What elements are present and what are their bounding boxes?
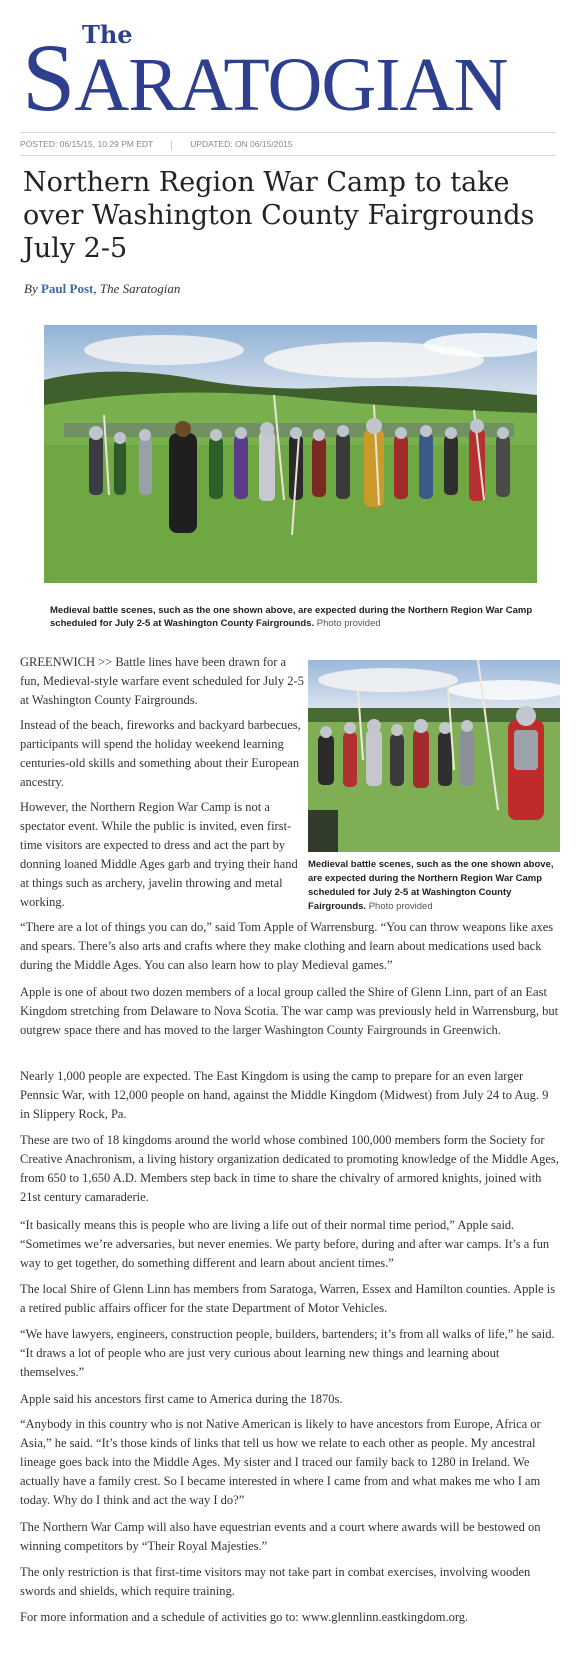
side-battle-image <box>308 660 560 852</box>
paragraph-4: “There are a lot of things you can do,” said Tom Apple of Warrensburg. “You can throw weapons like axes and spears. There’s also arts and crafts where they make clothing and learn about medications used back during the Middle Ages. You can also learn how to play Medieval games.” <box>20 920 554 972</box>
paragraph-15: For more information and a schedule of activities go to: www.glennlinn.eastkingdom.org. <box>20 1610 469 1624</box>
paragraph-12: “Anybody in this country who is not Native American is likely to have ancestors from Europe, Africa or Asia,” he said. “It’s those kinds of links that tell us how we relate to each other as people. My ancestral lineage goes back into the Middle Ages. My sister and I traced our family back to 1280 in Ireland. We actually have a family crest. So I became interested in where I came from and what makes me who I am today. Why do I think and act the way I do?” <box>20 1417 541 1507</box>
side-caption-credit: Photo provided <box>366 901 433 912</box>
masthead-name <box>22 24 508 135</box>
masthead-logo[interactable] <box>22 18 558 131</box>
byline <box>24 281 180 297</box>
updated-date: UPDATED: ON 06/15/2015 <box>190 139 293 149</box>
article-headline: Northern Region War Camp to take over Washington County Fairgrounds July 2-5 <box>23 167 535 264</box>
hero-caption-text: Medieval battle scenes, such as the one shown above, are expected during the Northern Region War Camp scheduled for July 2-5 at Washington County Fairgrounds. <box>50 605 533 629</box>
paragraph-9: The local Shire of Glenn Linn has members from Saratoga, Warren, Essex and Hamilton counties. Apple is a retired public affairs officer for the state Department of Motor Vehicles. <box>20 1282 556 1315</box>
hero-caption-credit: Photo provided <box>314 618 381 629</box>
byline-prefix: By <box>24 281 38 296</box>
posted-date: POSTED: 06/15/15, 10:29 PM EDT <box>20 139 154 149</box>
masthead-the: The <box>82 20 133 49</box>
meta-divider <box>171 140 172 150</box>
paragraph-2: Instead of the beach, fireworks and backyard barbecues, participants will spend the holiday weekend learning centuries-old skills and something about their European ancestry. <box>20 718 301 789</box>
masthead-rest: ARATOGIAN <box>74 43 508 127</box>
paragraph-8: “It basically means this is people who are living a life out of their normal time period,” Apple said. “Sometimes we’re adversaries, but never enemies. We party before, during and after war camps. It’s a fun way to get together, do something different and learn about ancient times.” <box>20 1218 550 1270</box>
post-meta <box>20 132 556 156</box>
battle-scene-image <box>44 325 537 583</box>
hero-photo <box>44 325 537 583</box>
side-caption <box>308 858 560 914</box>
paragraph-7: These are two of 18 kingdoms around the world whose combined 100,000 members form the Society for Creative Anachronism, a living history organization dedicated to promoting knowledge of the Middle Ages, from 650 to 1,650 A.D. Members step back in time to share the chivalry of armored knights, joined with 21st century camaraderie. <box>20 1133 559 1204</box>
paragraph-5: Apple is one of about two dozen members of a local group called the Shire of Glenn Linn, part of an East Kingdom stretching from Delaware to Nova Scotia. The war camp was previously held in Warrensburg, but outgrew space there and has moved to the larger Washington County Fairgrounds in Greenwich. <box>20 985 559 1037</box>
paragraph-14: The only restriction is that first-time visitors may not take part in combat exercises, involving wooden swords and shields, which require training. <box>20 1565 531 1598</box>
paragraph-3: However, the Northern Region War Camp is not a spectator event. While the public is invited, even first-time visitors are expected to dress and act the part by donning loaned Middle Ages garb and trying their hand at things such as archery, javelin throwing and metal working. <box>20 800 298 909</box>
byline-paper: , The Saratogian <box>93 281 181 296</box>
paragraph-11: Apple said his ancestors first came to America during the 1870s. <box>20 1392 343 1406</box>
paragraph-10: “We have lawyers, engineers, construction people, builders, bartenders; it’s from all walks of life,” he said. “It draws a lot of people who are just very curious about learning new things and learning about themselves.” <box>20 1327 555 1379</box>
side-caption-text: Medieval battle scenes, such as the one shown above, are expected during the Northern Region War Camp scheduled for July 2-5 at Washington County Fairgrounds. <box>308 859 554 912</box>
hero-caption <box>50 604 540 630</box>
side-photo <box>308 660 560 852</box>
paragraph-13: The Northern War Camp will also have equestrian events and a court where awards will be bestowed on winning competitors by “Their Royal Majesties.” <box>20 1520 541 1553</box>
paragraph-6: Nearly 1,000 people are expected. The East Kingdom is using the camp to prepare for an even larger Pennsic War, with 12,000 people on hand, against the Middle Kingdom (Midwest) from July 24 to Aug. 9 in Slippery Rock, Pa. <box>20 1069 549 1121</box>
paragraph-1: GREENWICH >> Battle lines have been drawn for a fun, Medieval-style warfare event scheduled for July 2-5 at Washington County Fairgrounds. <box>20 655 304 707</box>
masthead-initial: S <box>22 24 75 131</box>
author-link[interactable]: Paul Post <box>40 281 94 296</box>
